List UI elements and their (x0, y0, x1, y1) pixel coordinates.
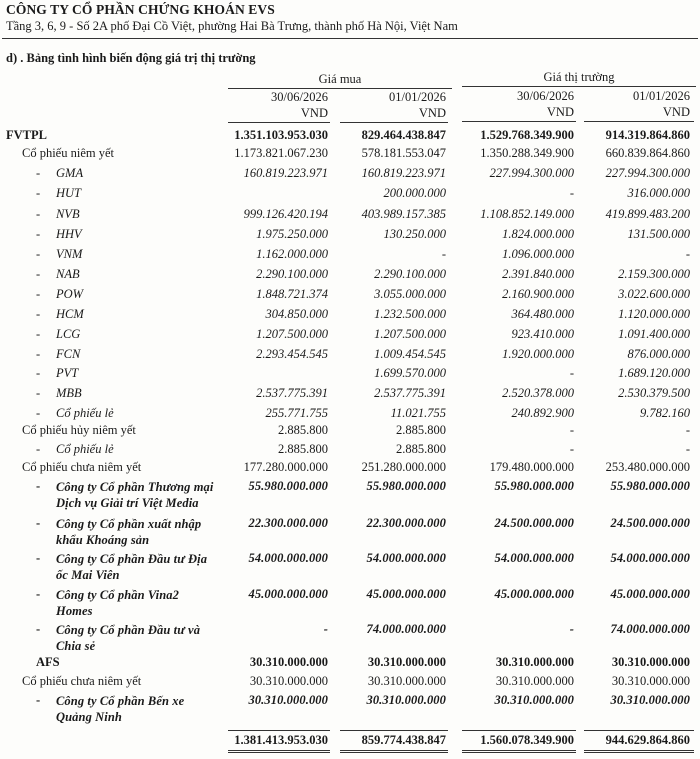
cell-value: 3.022.600.000 (618, 287, 690, 301)
row-label-line2: Dịch vụ Giải trí Việt Media (56, 496, 199, 510)
bullet-dash: - (36, 186, 41, 200)
cell-value: 240.892.900 (511, 406, 574, 420)
column-unit: VND (662, 105, 690, 119)
cell-value: 1.232.500.000 (374, 307, 446, 321)
cell-value: 30.310.000.000 (249, 674, 328, 688)
row-label-line1: Công ty Cổ phần Đầu tư Địa (56, 552, 208, 566)
cell-value: 2.537.775.391 (374, 386, 446, 400)
column-underline (584, 121, 694, 122)
company-address: Tầng 3, 6, 9 - Số 2A phố Đại Cồ Việt, phường Hai Bà Trưng, thành phố Hà Nội, Việt Nam (6, 19, 458, 33)
column-unit: VND (546, 105, 574, 119)
row-label: FCN (56, 347, 81, 361)
cell-value: 54.000.000.000 (610, 551, 690, 565)
cell-value: - (569, 186, 574, 200)
column-date: 30/06/2026 (271, 90, 328, 104)
bullet-dash: - (36, 386, 41, 400)
bullet-dash: - (36, 307, 41, 321)
column-unit: VND (418, 106, 446, 120)
cell-value: 30.310.000.000 (611, 674, 690, 688)
cell-value: 227.994.300.000 (489, 166, 574, 180)
cell-value: 2.391.840.000 (502, 267, 574, 281)
bullet-dash: - (36, 442, 41, 456)
cell-value: 1.009.454.545 (374, 347, 446, 361)
total-value: 1.560.078.349.900 (480, 733, 574, 747)
total-double-rule (228, 750, 330, 753)
cell-value: 55.980.000.000 (366, 479, 446, 493)
total-value: 1.381.413.953.030 (234, 733, 328, 747)
cell-value: 316.000.000 (627, 186, 690, 200)
cell-value: 2.159.300.000 (618, 267, 690, 281)
total-rule (228, 730, 330, 731)
cell-value: 1.096.000.000 (502, 247, 574, 261)
cell-value: 1.529.768.349.900 (480, 128, 574, 142)
cell-value: 2.290.100.000 (374, 267, 446, 281)
cell-value: 11.021.755 (390, 406, 446, 420)
cell-value: 1.350.288.349.900 (480, 146, 574, 160)
cell-value: 1.699.570.000 (374, 366, 446, 380)
cell-value: 251.280.000.000 (361, 460, 446, 474)
cell-value: 255.771.755 (265, 406, 328, 420)
row-label-line1: Công ty Cổ phần Vina2 (56, 588, 179, 602)
total-double-rule (340, 750, 448, 753)
cell-value: 30.310.000.000 (367, 674, 446, 688)
cell-value: 2.885.800 (278, 423, 328, 437)
cell-value: 160.819.223.971 (361, 166, 446, 180)
row-label-line2: Chia sẻ (56, 639, 96, 653)
cell-value: 55.980.000.000 (494, 479, 574, 493)
cell-value: 829.464.438.847 (361, 128, 446, 142)
cell-value: 1.824.000.000 (502, 227, 574, 241)
cell-value: - (441, 247, 446, 261)
cell-value: 578.181.553.047 (361, 146, 446, 160)
row-label-line1: Công ty Cổ phần Đầu tư và (56, 623, 201, 637)
cell-value: 30.310.000.000 (495, 674, 574, 688)
cell-value: 1.120.000.000 (618, 307, 690, 321)
cell-value: 22.300.000.000 (248, 516, 328, 530)
cell-value: 2.885.800 (396, 423, 446, 437)
row-label: AFS (36, 655, 60, 669)
row-label: Cổ phiếu niêm yết (22, 146, 114, 160)
cell-value: 876.000.000 (627, 347, 690, 361)
row-label-line2: Homes (56, 604, 93, 618)
cell-value: 660.839.864.860 (605, 146, 690, 160)
bullet-dash: - (36, 287, 41, 301)
cell-value: 3.055.000.000 (374, 287, 446, 301)
cell-value: 30.310.000.000 (494, 693, 574, 707)
group-header-underline (462, 86, 696, 87)
cell-value: 55.980.000.000 (248, 479, 328, 493)
group-header-purchase-price: Giá mua (318, 72, 362, 86)
bullet-dash: - (36, 587, 41, 601)
bullet-dash: - (36, 247, 41, 261)
cell-value: 24.500.000.000 (494, 516, 574, 530)
cell-value: 403.989.157.385 (361, 207, 446, 221)
cell-value: 1.920.000.000 (502, 347, 574, 361)
bullet-dash: - (36, 479, 41, 493)
cell-value: - (685, 247, 690, 261)
row-label: GMA (56, 166, 84, 180)
row-label: LCG (56, 327, 81, 341)
cell-value: 1.689.120.000 (618, 366, 690, 380)
cell-value: 1.207.500.000 (256, 327, 328, 341)
cell-value: 130.250.000 (383, 227, 446, 241)
bullet-dash: - (36, 366, 41, 380)
section-title: d) . Bảng tình hình biến động giá trị thị trường (6, 51, 256, 65)
row-label: Cổ phiếu chưa niêm yết (22, 460, 142, 474)
row-label-line2: ốc Mai Viên (56, 568, 120, 582)
header-divider (2, 38, 698, 39)
cell-value: - (569, 423, 574, 437)
cell-value: 45.000.000.000 (248, 587, 328, 601)
group-header-market-value: Giá thị trường (543, 70, 615, 84)
column-underline (228, 122, 330, 123)
cell-value: 30.310.000.000 (367, 655, 446, 669)
cell-value: 1.975.250.000 (256, 227, 328, 241)
bullet-dash: - (36, 693, 41, 707)
row-label: PVT (56, 366, 79, 380)
row-label-line1: Công ty Cổ phần Bến xe (56, 694, 185, 708)
column-unit: VND (300, 106, 328, 120)
cell-value: 2.530.379.500 (618, 386, 690, 400)
row-label-line2: khẩu Khoáng sản (56, 533, 150, 547)
row-label: Cổ phiếu hủy niêm yết (22, 423, 136, 437)
row-label: HHV (56, 227, 82, 241)
cell-value: 304.850.000 (265, 307, 328, 321)
cell-value: 253.480.000.000 (605, 460, 690, 474)
row-label: NVB (56, 207, 80, 221)
cell-value: 2.293.454.545 (256, 347, 328, 361)
column-date: 01/01/2026 (389, 90, 446, 104)
cell-value: 2.520.378.000 (502, 386, 574, 400)
bullet-dash: - (36, 327, 41, 341)
cell-value: 1.091.400.000 (618, 327, 690, 341)
total-double-rule (584, 750, 694, 753)
total-rule (584, 730, 694, 731)
bullet-dash: - (36, 622, 41, 636)
cell-value: 22.300.000.000 (366, 516, 446, 530)
cell-value: 74.000.000.000 (366, 622, 446, 636)
bullet-dash: - (36, 227, 41, 241)
cell-value: 131.500.000 (627, 227, 690, 241)
cell-value: 54.000.000.000 (248, 551, 328, 565)
row-label-line1: Công ty Cổ phần xuất nhập (56, 517, 202, 531)
cell-value: 2.537.775.391 (256, 386, 328, 400)
cell-value: - (323, 622, 328, 636)
row-label: POW (56, 287, 84, 301)
cell-value: 179.480.000.000 (489, 460, 574, 474)
column-underline (462, 121, 576, 122)
cell-value: 419.899.483.200 (605, 207, 690, 221)
row-label: VNM (56, 247, 83, 261)
row-label: HCM (56, 307, 84, 321)
row-label-line2: Quảng Ninh (56, 710, 122, 724)
row-label: HUT (56, 186, 82, 200)
cell-value: 1.108.852.149.000 (480, 207, 574, 221)
cell-value: 30.310.000.000 (248, 693, 328, 707)
bullet-dash: - (36, 267, 41, 281)
cell-value: 1.351.103.953.030 (234, 128, 328, 142)
cell-value: 30.310.000.000 (495, 655, 574, 669)
cell-value: 177.280.000.000 (243, 460, 328, 474)
row-label: Cổ phiếu lẻ (56, 442, 114, 456)
cell-value: - (569, 622, 574, 636)
cell-value: 2.885.800 (396, 442, 446, 456)
row-label: NAB (56, 267, 80, 281)
cell-value: 1.207.500.000 (374, 327, 446, 341)
cell-value: - (569, 442, 574, 456)
total-value: 859.774.438.847 (361, 733, 446, 747)
cell-value: 54.000.000.000 (366, 551, 446, 565)
bullet-dash: - (36, 406, 41, 420)
cell-value: - (685, 442, 690, 456)
cell-value: 30.310.000.000 (366, 693, 446, 707)
company-name: CÔNG TY CỔ PHẦN CHỨNG KHOÁN EVS (6, 2, 275, 17)
cell-value: 1.173.821.067.230 (234, 146, 328, 160)
total-rule (340, 730, 448, 731)
cell-value: 1.848.721.374 (256, 287, 328, 301)
cell-value: 74.000.000.000 (610, 622, 690, 636)
row-label-line1: Công ty Cổ phần Thương mại (56, 480, 214, 494)
cell-value: 30.310.000.000 (611, 655, 690, 669)
cell-value: 9.782.160 (640, 406, 690, 420)
cell-value: 227.994.300.000 (605, 166, 690, 180)
bullet-dash: - (36, 516, 41, 530)
cell-value: - (569, 366, 574, 380)
bullet-dash: - (36, 347, 41, 361)
cell-value: 200.000.000 (383, 186, 446, 200)
cell-value: 1.162.000.000 (256, 247, 328, 261)
cell-value: 364.480.000 (511, 307, 574, 321)
cell-value: 2.160.900.000 (502, 287, 574, 301)
column-date: 01/01/2026 (633, 89, 690, 103)
cell-value: 54.000.000.000 (494, 551, 574, 565)
column-underline (340, 122, 448, 123)
cell-value: 45.000.000.000 (610, 587, 690, 601)
bullet-dash: - (36, 551, 41, 565)
bullet-dash: - (36, 166, 41, 180)
cell-value: 999.126.420.194 (243, 207, 328, 221)
total-double-rule (462, 750, 576, 753)
cell-value: 2.290.100.000 (256, 267, 328, 281)
row-label: FVTPL (6, 128, 47, 142)
cell-value: 45.000.000.000 (494, 587, 574, 601)
cell-value: 914.319.864.860 (605, 128, 690, 142)
cell-value: 30.310.000.000 (249, 655, 328, 669)
cell-value: 923.410.000 (511, 327, 574, 341)
cell-value: - (685, 423, 690, 437)
cell-value: 30.310.000.000 (610, 693, 690, 707)
bullet-dash: - (36, 207, 41, 221)
cell-value: 55.980.000.000 (610, 479, 690, 493)
total-value: 944.629.864.860 (605, 733, 690, 747)
cell-value: 45.000.000.000 (366, 587, 446, 601)
cell-value: 160.819.223.971 (243, 166, 328, 180)
total-rule (462, 730, 576, 731)
cell-value: 24.500.000.000 (610, 516, 690, 530)
row-label: Cổ phiếu lẻ (56, 406, 114, 420)
row-label: Cổ phiếu chưa niêm yết (22, 674, 142, 688)
cell-value: 2.885.800 (278, 442, 328, 456)
column-date: 30/06/2026 (517, 89, 574, 103)
row-label: MBB (56, 386, 82, 400)
